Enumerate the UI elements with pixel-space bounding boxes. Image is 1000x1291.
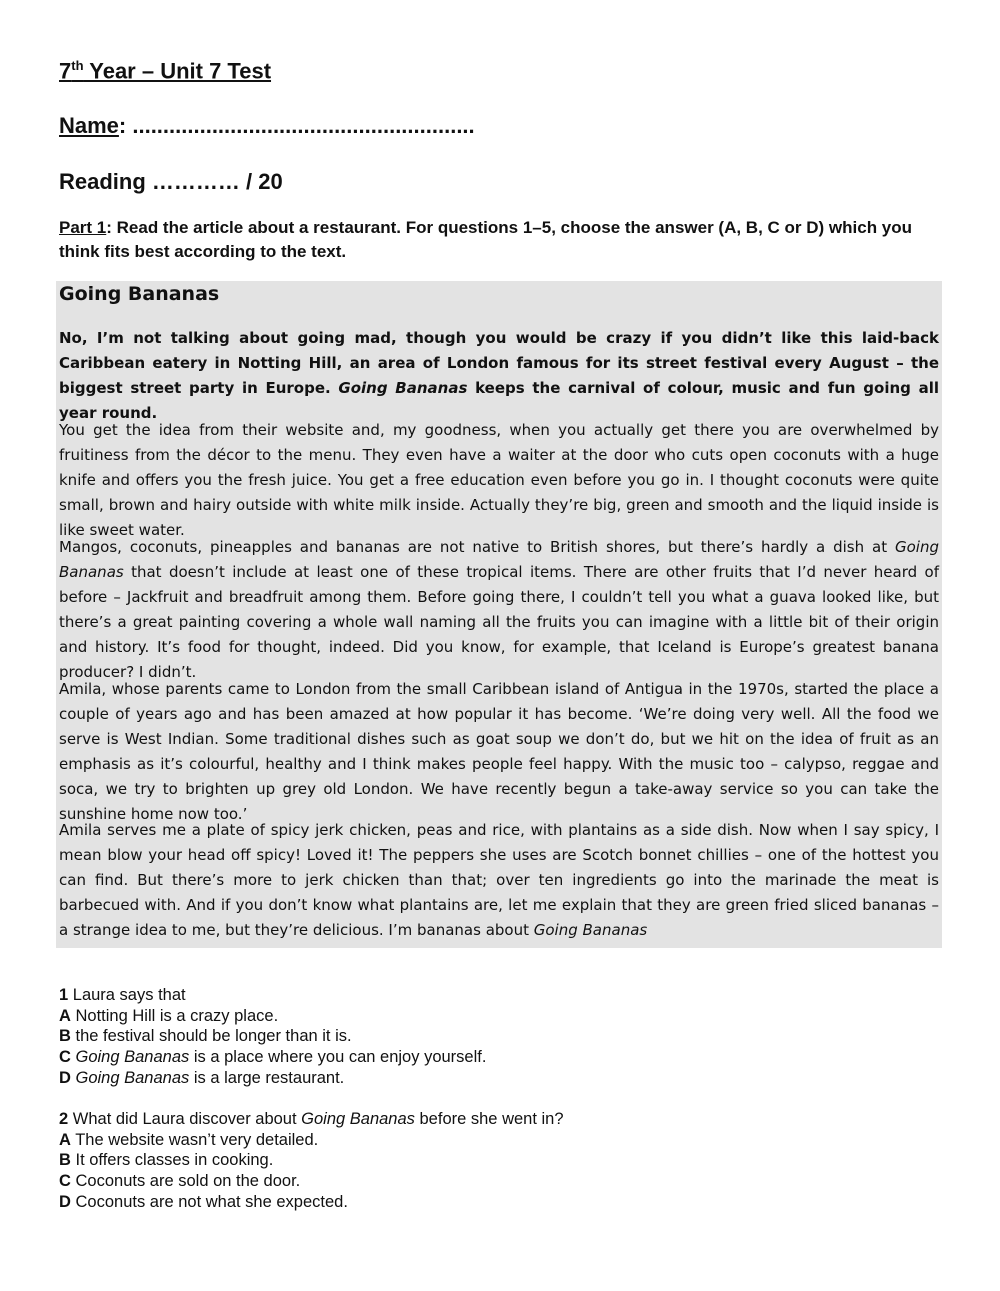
option-letter: A [59,1006,71,1025]
option-letter: D [59,1068,71,1087]
article-paragraph-3: Amila, whose parents came to London from the small Caribbean island of Antigua in the 1970s, started the place a couple of years ago and has been amazed at how popular it has become. ‘We’re doing very well. All the food we serve is West Indian. Some traditional dishes such as goat soup we don’t do, but we hit on the idea of fruit as an emphasis as it’s colourful, healthy and I think makes people feel happy. With the music too – calypso, reggae and soca, we try to brighten up grey old London. We have recently begun a take-away service so you can take the sunshine home now too.’ [59,680,939,823]
p2-text-b: that doesn’t include at least one of these tropical items. There are other fruits that I’d never heard of before – Jackfruit and breadfruit among them. Before going there, I couldn’t tell you what a guava looked like, but there’s a great painting covering a whole wall naming all the fruits you can imagine with a little bit of their origin and history. It’s food for thought, indeed. Did you know, for example, that Iceland is Europe’s greatest banana producer? I didn’t. [59,563,939,681]
part1-text: : Read the article about a restaurant. For questions 1–5, choose the answer (A, B, C or D) which you think fits best according to the text. [59,218,913,261]
question-stem-text-b: before she went in? [414,1110,564,1128]
p4-text-a: Amila serves me a plate of spicy jerk chicken, peas and rice, with plantains as a side dish. Now when I say spicy, I mean blow your head off spicy! Loved it! The peppers she uses are Scotch bonnet chillies – one of the hottest you can find. But there’s more to jerk chicken than that; over ten ingredients go into the marinade the meat is barbecued with. And if you don’t know what plantains are, let me explain that they are green fried sliced bananas – a strange idea to me, but they’re delicious. I’m bananas about [59,821,939,939]
option-letter: B [59,1151,71,1170]
option-letter: B [59,1027,71,1046]
option-letter: C [59,1172,71,1191]
article-paragraph-1: You get the idea from their website and, my goodness, when you actually get there you are overwhelmed by fruitiness from the décor to the menu. They even have a waiter at the door who cuts open coconuts with a huge knife and offers you the fresh juice. You get a free education even before you go in. I thought coconuts were quite small, brown and hairy outside with white milk inside. Actually they’re big, green and smooth and the liquid inside is like sweet water. [59,421,939,539]
p2-text-a: Mangos, coconuts, pineapples and bananas are not native to British shores, but there’s hardly a dish at [59,538,895,556]
question-stem-italic: Going Bananas [301,1110,415,1128]
option-text: Coconuts are sold on the door. [70,1172,301,1191]
question-1-option-a[interactable] [59,1006,939,1027]
part1-instructions [59,216,939,264]
option-text: It offers classes in cooking. [70,1151,274,1170]
title-number: 7 [59,58,72,84]
option-text: The website wasn’t very detailed. [70,1130,319,1149]
question-1-option-c[interactable] [59,1047,939,1068]
option-text: is a place where you can enjoy yourself. [189,1048,487,1067]
option-text: is a large restaurant. [189,1068,345,1087]
article-intro [59,326,939,426]
question-1-stem [59,985,939,1006]
intro-text-a: No, I’m not talking about going mad, though you would be crazy if you didn’t like this laid-back Caribbean eatery in Notting Hill, an area of London famous for its street festival every August – the biggest street party in Europe. [59,329,939,397]
title-text: Year – Unit 7 Test [83,58,272,84]
option-text: Coconuts are not what she expected. [70,1192,348,1211]
option-text: the festival should be longer than it is. [70,1027,352,1046]
question-2-option-a[interactable] [59,1130,939,1151]
reading-score [59,169,283,195]
option-italic: Going Bananas [70,1068,190,1087]
question-2-option-c[interactable] [59,1171,939,1192]
name-field[interactable] [59,113,475,139]
reading-label: Reading [59,169,152,194]
question-1 [59,985,939,1089]
title-superscript: th [71,58,84,73]
question-1-option-b[interactable] [59,1026,939,1047]
question-1-option-d[interactable] [59,1068,939,1089]
part1-label: Part 1 [59,218,107,237]
question-2-stem [59,1109,939,1130]
option-italic: Going Bananas [70,1048,190,1067]
article-box [56,281,942,948]
question-2 [59,1109,939,1213]
article-title: Going Bananas [59,283,220,305]
intro-text-b: keeps the carnival of colour, music and fun going all year round. [59,379,940,422]
reading-score-dots: ………… / 20 [151,169,283,194]
question-2-option-d[interactable] [59,1192,939,1213]
p4-italic: Going Bananas [533,921,648,939]
article-paragraph-2 [59,535,939,685]
question-stem-text: Laura says that [68,986,186,1004]
question-2-option-b[interactable] [59,1150,939,1171]
article-paragraph-4 [59,818,939,943]
question-number: 2 [59,1110,69,1128]
option-text: Notting Hill is a crazy place. [70,1006,279,1025]
p2-italic: Going Bananas [59,538,939,581]
option-letter: C [59,1048,71,1067]
option-letter: D [59,1192,71,1211]
question-stem-text-a: What did Laura discover about [68,1110,302,1128]
option-letter: A [59,1130,71,1149]
name-label: Name [59,113,119,138]
question-number: 1 [59,986,69,1004]
intro-italic: Going Bananas [338,379,468,397]
test-title [59,58,271,84]
name-dots: : ........................................................ [118,113,475,138]
